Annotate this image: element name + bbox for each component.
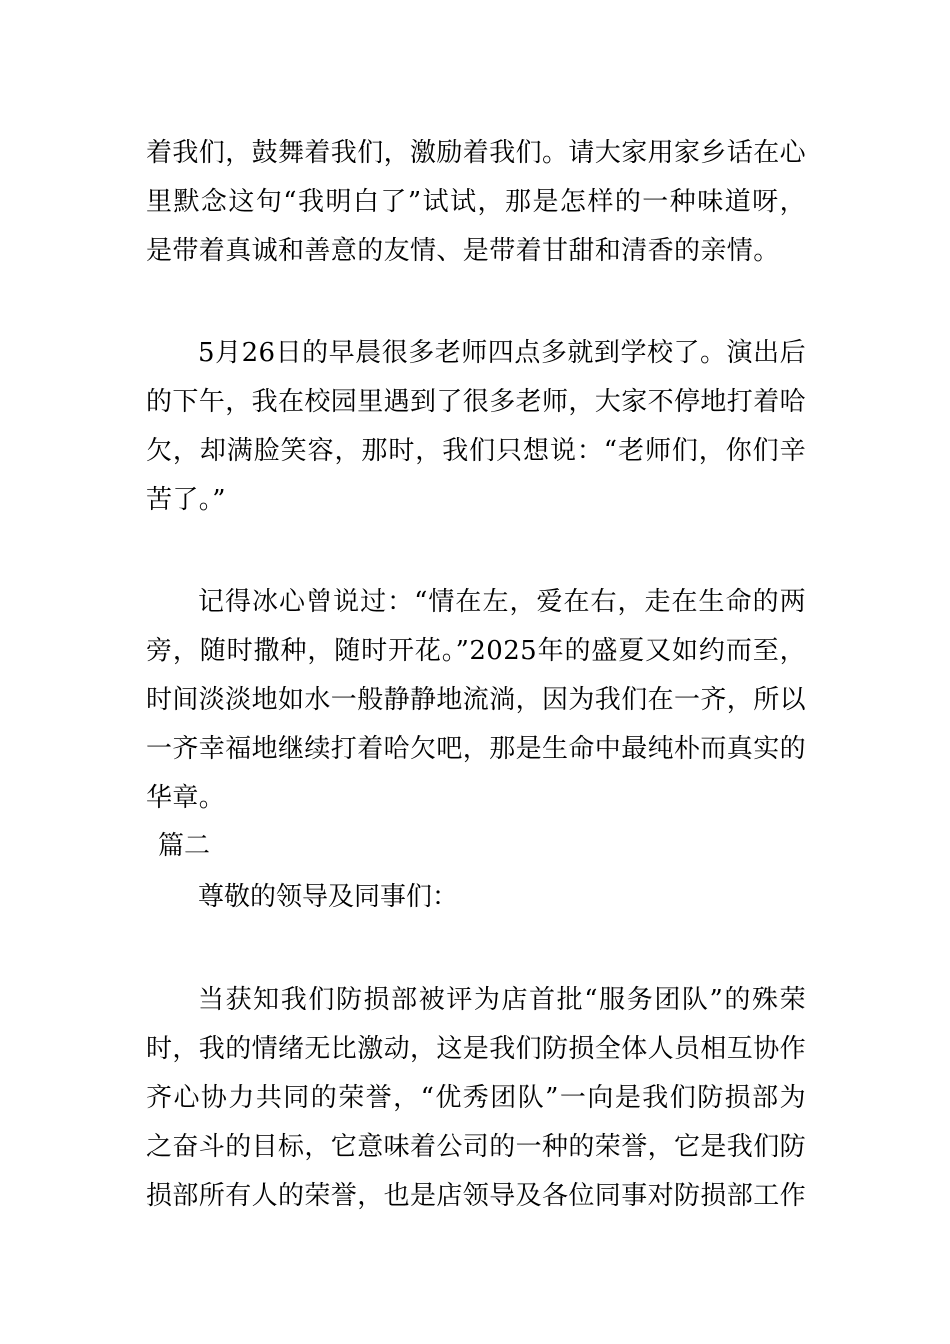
paragraph-service-team: 当获知我们防损部被评为店首批“服务团队”的殊荣时，我的情绪无比激动，这是我们防损全体人员相互协作齐心协力共同的荣誉，“优秀团队”一向是我们防损部为之奋斗的目标，它意味着公司的一种的荣誉，它是我们防损部所有人的荣誉，也是店领导及各位同事对防损部工作 <box>146 985 807 1211</box>
paragraph-dialect-phrase: 着我们，鼓舞着我们，激励着我们。请大家用家乡话在心里默念这句“我明白了”试试，那是怎样的一种味道呀，是带着真诚和善意的友情、是带着甘甜和清香的亲情。 <box>146 138 807 266</box>
salutation-line: 尊敬的领导及同事们： <box>198 882 459 912</box>
paragraph-teachers-morning: 5月26日的早晨很多老师四点多就到学校了。演出后的下午，我在校园里遇到了很多老师，大家不停地打着哈欠，却满脸笑容，那时，我们只想说：“老师们，你们辛苦了。” <box>146 338 807 515</box>
paragraph-bingxin-quote: 记得冰心曾说过：“情在左，爱在右，走在生命的两旁，随时撒种，随时开花。”2025年的盛夏又如约而至，时间淡淡地如水一般静静地流淌，因为我们在一齐，所以一齐幸福地继续打着哈欠吧，那是生命中最纯朴而真实的华章。 <box>146 587 807 813</box>
section-heading: 篇二 <box>158 831 211 861</box>
